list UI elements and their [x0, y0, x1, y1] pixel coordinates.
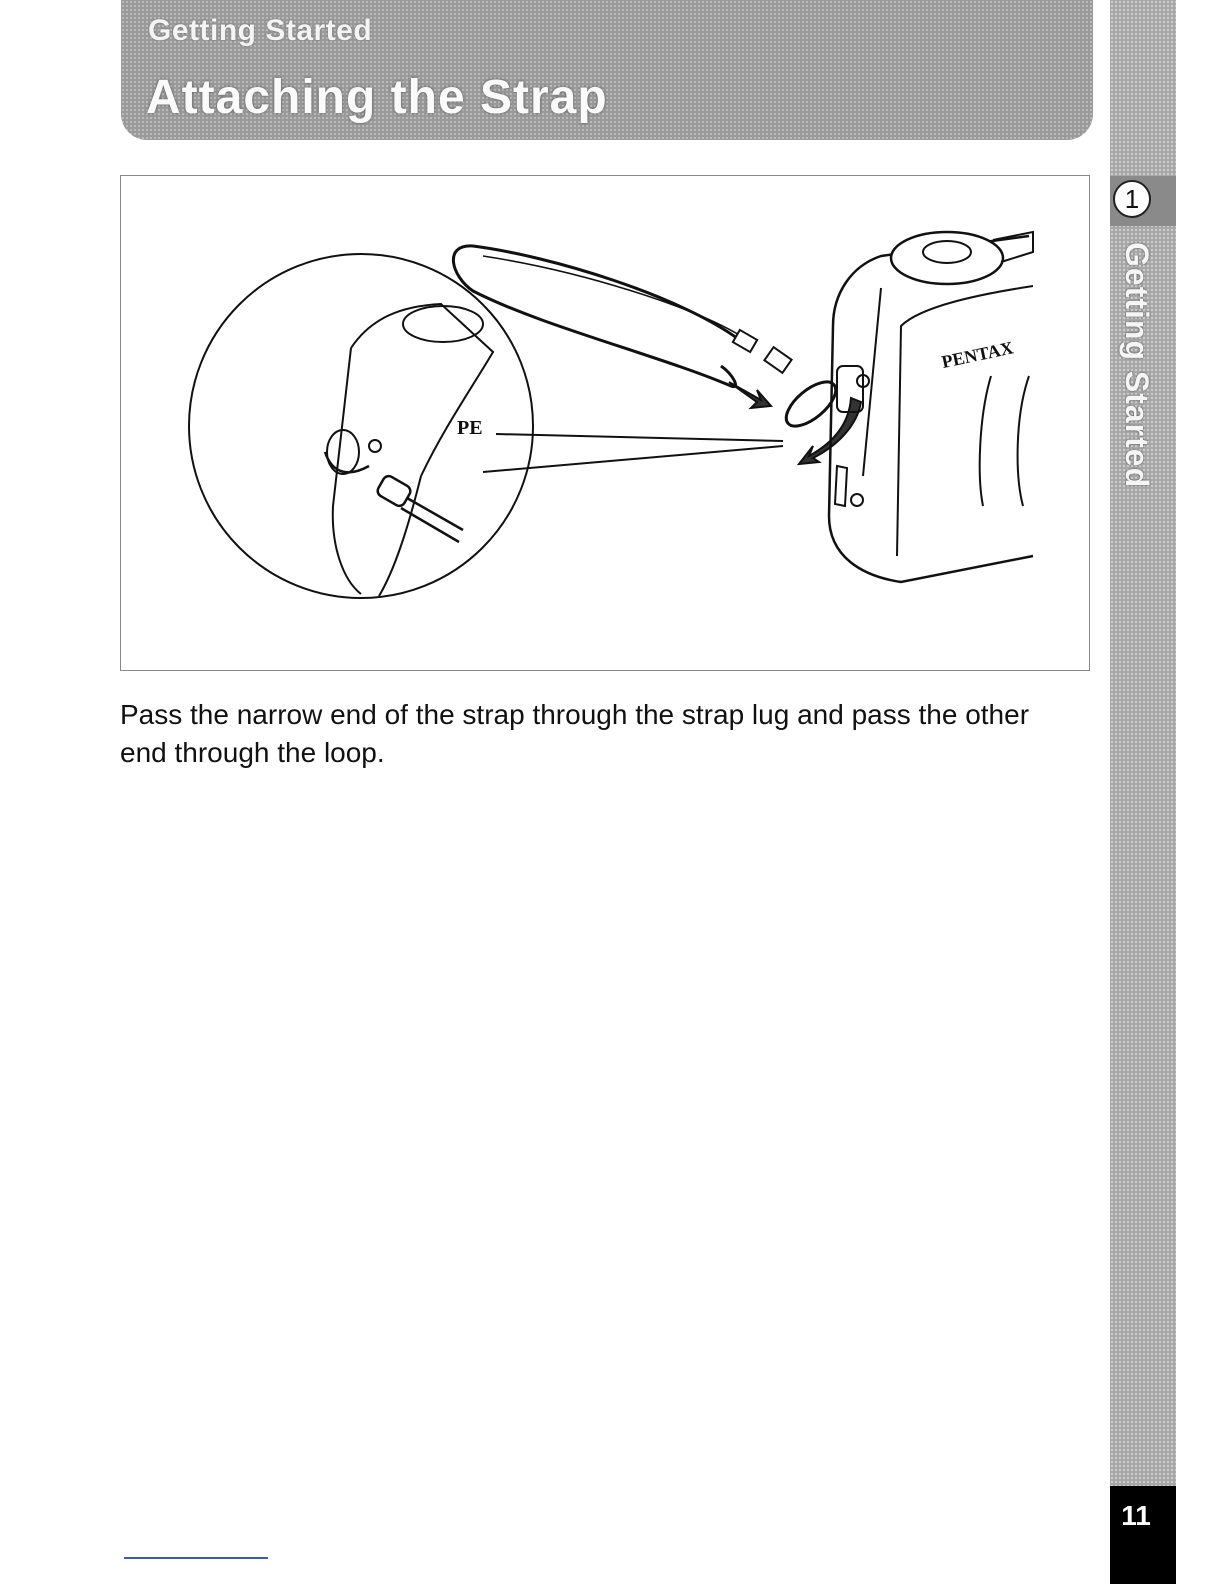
grip-ridge-right	[1018, 376, 1029, 506]
strap-end-loop	[779, 374, 843, 434]
zoom-strap-loop	[325, 452, 369, 472]
page-title: Attaching the Strap	[146, 71, 608, 124]
section-label: Getting Started	[148, 14, 373, 47]
zoom-strap-cord-a	[407, 498, 463, 530]
strap-clip	[764, 347, 791, 373]
screw-head-lower	[851, 494, 863, 506]
zoom-strap-lug	[327, 430, 359, 474]
side-port-cover	[835, 466, 847, 506]
chapter-side-tab	[1110, 0, 1176, 1584]
zoom-strap-clip	[376, 474, 413, 508]
camera-face-edge	[897, 286, 1033, 556]
brand-label: PENTAX	[939, 337, 1016, 373]
strap-cord-inner	[483, 256, 741, 336]
grip-ridge-left	[980, 376, 991, 506]
chapter-label-vertical: Getting Started	[1119, 242, 1155, 489]
mode-dial	[891, 232, 1003, 284]
zoom-mode-dial	[403, 306, 483, 342]
camera-strap-drawing	[121, 176, 1091, 672]
zoom-strap-cord-b	[401, 508, 459, 542]
footer-rule	[124, 1557, 268, 1559]
camera-side-edge	[863, 288, 881, 476]
zoom-guide-line-top	[496, 434, 783, 441]
strap-cord	[453, 246, 741, 387]
page-number: 11	[1121, 1500, 1151, 1531]
chapter-number-badge: 1	[1113, 180, 1151, 218]
zoom-screw-head	[369, 440, 381, 452]
brand-label-partial: PE	[457, 417, 483, 439]
strap-illustration	[120, 175, 1090, 671]
zoom-camera-top	[351, 304, 493, 476]
instruction-paragraph: Pass the narrow end of the strap through the strap lug and pass the other end through the loop.	[120, 699, 1030, 768]
insert-arrow	[729, 382, 771, 408]
